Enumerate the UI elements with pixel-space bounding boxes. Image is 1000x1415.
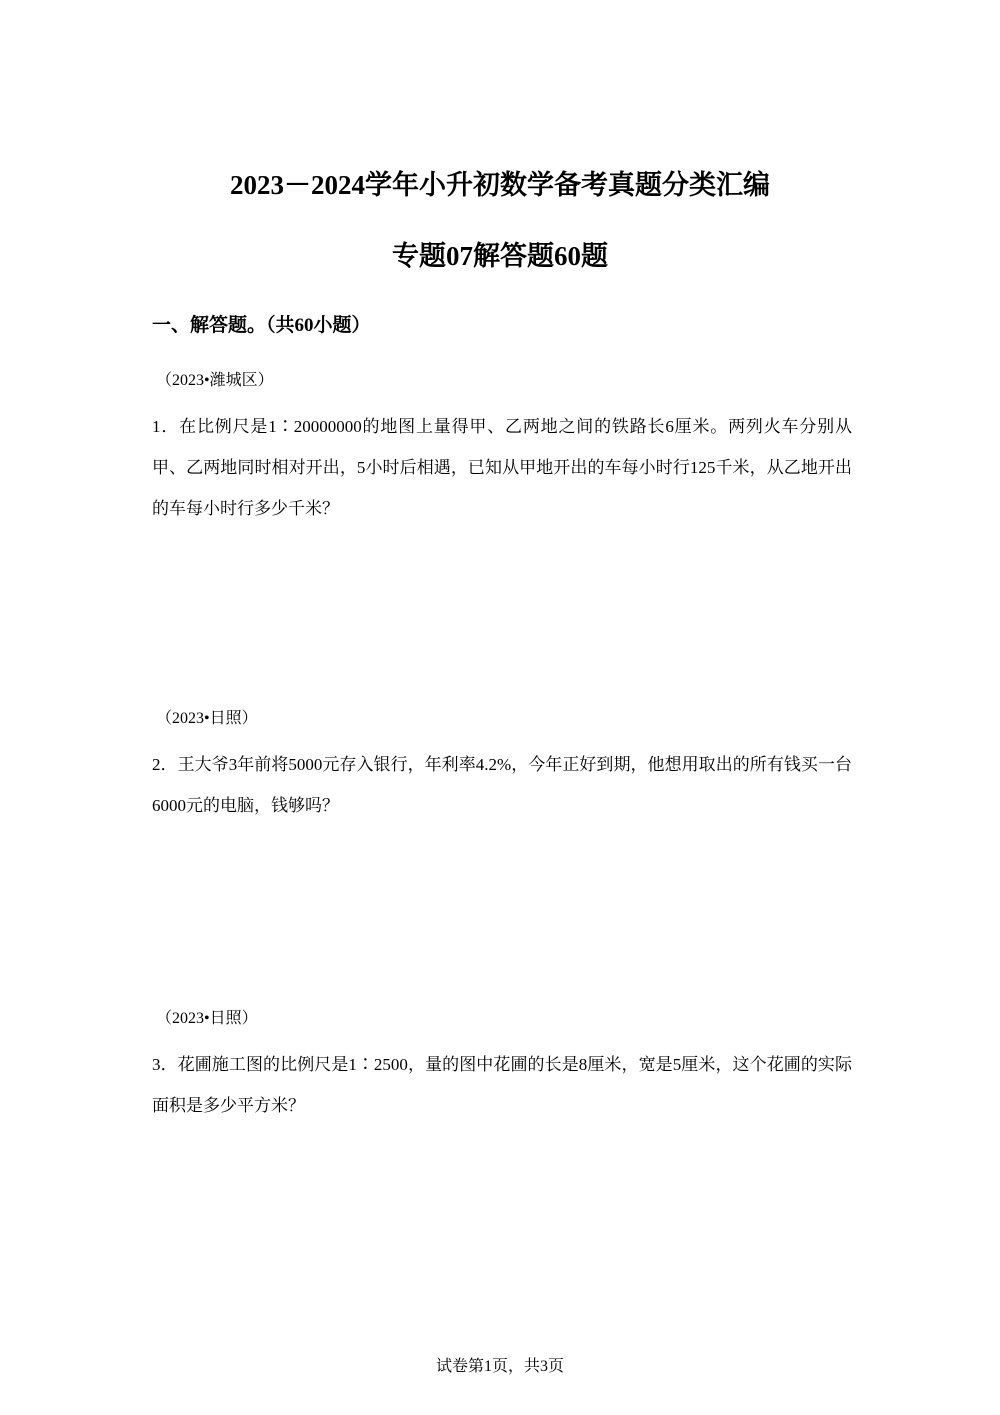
document-title: 2023－2024学年小升初数学备考真题分类汇编 [230, 170, 770, 200]
section-heading: 一、解答题。（共60小题） [152, 315, 371, 336]
page-footer: 试卷第1页，共3页 [435, 1358, 564, 1375]
question-1 [152, 370, 852, 529]
question-2 [152, 708, 852, 826]
question-source: （2023•日照） [156, 1010, 258, 1027]
question-text: 2．王大爷3年前将5000元存入银行，年利率4.2%，今年正好到期，他想用取出的所有钱买一台6000元的电脑，钱够吗？ [152, 755, 852, 815]
question-text: 1．在比例尺是1∶20000000的地图上量得甲、乙两地之间的铁路长6厘米。两列火车分别从甲、乙两地同时相对开出，5小时后相遇，已知从甲地开出的车每小时行125千米，从乙地开出的车每小时行多少千米？ [152, 417, 852, 518]
question-text: 3．花圃施工图的比例尺是1∶2500，量的图中花圃的长是8厘米，宽是5厘米，这个花圃的实际面积是多少平方米？ [152, 1055, 852, 1115]
document-subtitle: 专题07解答题60题 [392, 241, 608, 271]
question-source: （2023•潍城区） [156, 372, 274, 389]
question-3 [152, 1008, 852, 1126]
question-source: （2023•日照） [156, 710, 258, 727]
